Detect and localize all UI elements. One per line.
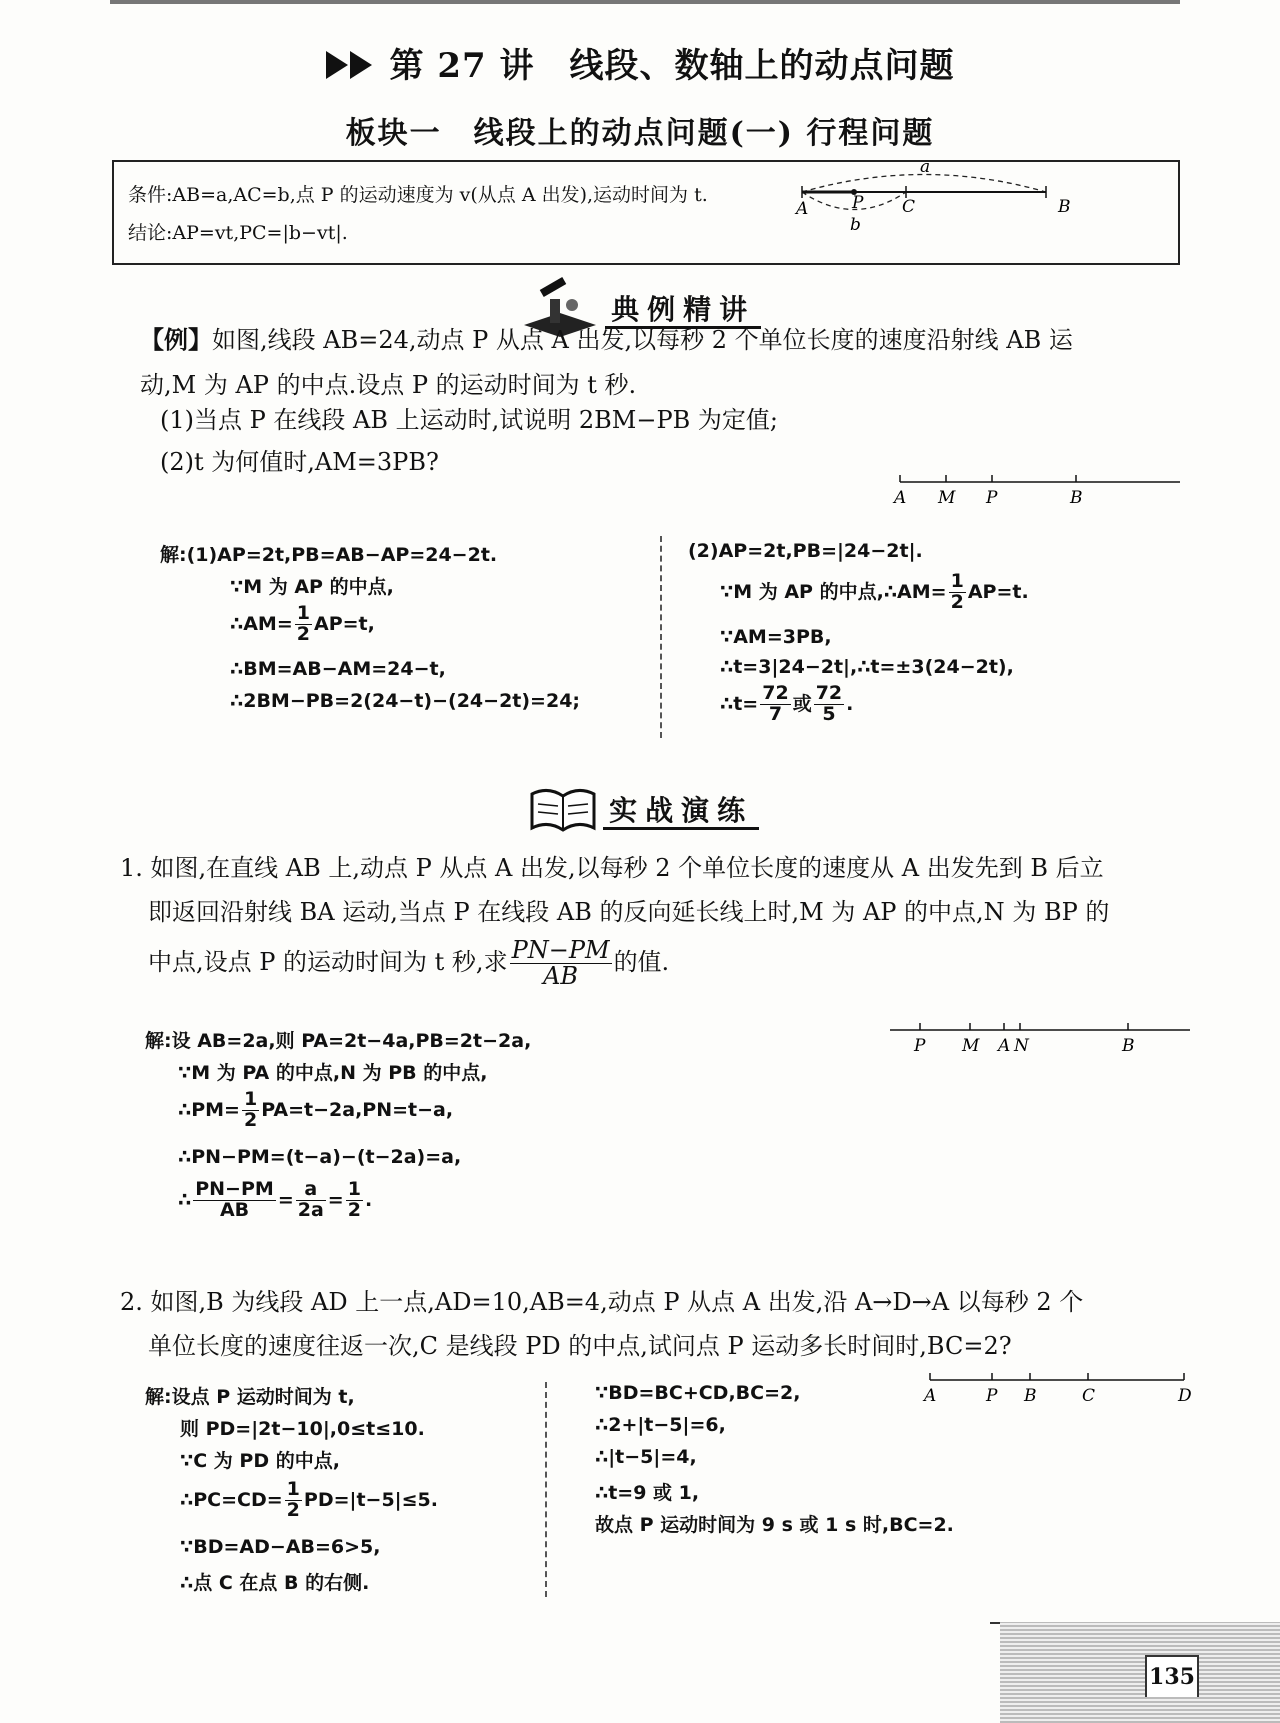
solution-1-line-2: ∵M 为 AP 的中点, bbox=[230, 576, 394, 598]
label-b: B bbox=[1058, 197, 1071, 217]
problem-1-solution-4: ∴PN−PM=(t−a)−(t−2a)=a, bbox=[178, 1146, 462, 1168]
problem-2-line-2: 单位长度的速度往返一次,C 是线段 PD 的中点,试问点 P 运动多长时间时,BC=2? bbox=[148, 1332, 1012, 1360]
label-m: M bbox=[938, 488, 956, 508]
label-p: P bbox=[914, 1036, 926, 1056]
example-line-1: 【例】如图,线段 AB=24,动点 P 从点 A 出发,以每秒 2 个单位长度的速度沿射线 AB 运 bbox=[140, 325, 1073, 354]
example-line-2: 动,M 为 AP 的中点.设点 P 的运动时间为 t 秒. bbox=[140, 371, 637, 399]
solution-2-line-4: ∴t=3|24−2t|,∴t=±3(24−2t), bbox=[720, 656, 1014, 678]
label-a: A bbox=[894, 488, 907, 508]
label-n: N bbox=[1014, 1036, 1029, 1056]
label-b-length: b bbox=[850, 215, 861, 235]
problem-1-solution-5: ∴ $\frac{PN-PM}{AB}$ = $\frac{a}{2a}$ = $\frac{1}{2}$ . bbox=[178, 1178, 373, 1221]
problem-1-solution-2: ∵M 为 PA 的中点,N 为 PB 的中点, bbox=[178, 1062, 488, 1084]
example-question-1: (1)当点 P 在线段 AB 上运动时,试说明 2BM−PB 为定值; bbox=[160, 406, 778, 434]
double-arrow-icon bbox=[326, 48, 376, 88]
section-subtitle: 板块一 线段上的动点问题(一) 行程问题 bbox=[345, 116, 935, 151]
label-a: A bbox=[796, 199, 809, 219]
practice-banner: 实战演练 bbox=[528, 782, 759, 836]
label-b: B bbox=[1122, 1036, 1135, 1056]
problem-1-line-2: 即返回沿射线 BA 运动,当点 P 在线段 AB 的反向延长线上时,M 为 AP 的中点,N 为 BP 的 bbox=[148, 898, 1110, 926]
problem-2-solution-5: ∵BD=AD−AB=6>5, bbox=[180, 1536, 381, 1558]
problem-2-solution-10: ∴t=9 或 1, bbox=[595, 1482, 700, 1504]
problem-1-solution-1: 解:设 AB=2a,则 PA=2t−4a,PB=2t−2a, bbox=[145, 1030, 532, 1052]
solution-2-line-3: ∵AM=3PB, bbox=[720, 626, 832, 648]
label-d: D bbox=[1178, 1386, 1192, 1406]
condition-diagram bbox=[774, 162, 1174, 262]
footer-band bbox=[1000, 1622, 1280, 1723]
problem-2-solution-8: ∴2+|t−5|=6, bbox=[595, 1414, 726, 1436]
column-divider bbox=[545, 1382, 547, 1597]
problem-1-diagram bbox=[880, 1020, 1200, 1060]
problem-2-solution-2: 则 PD=|2t−10|,0≤t≤10. bbox=[180, 1418, 425, 1440]
label-m: M bbox=[962, 1036, 980, 1056]
column-divider bbox=[660, 536, 662, 738]
solution-1-line-3: ∴AM= $\frac{1}{2}$ AP=t, bbox=[230, 602, 375, 645]
label-p: P bbox=[986, 488, 998, 508]
solution-1-line-1: 解:(1)AP=2t,PB=AB−AP=24−2t. bbox=[160, 544, 498, 566]
condition-text: 条件:AB=a,AC=b,点 P 的运动速度为 v(从点 A 出发),运动时间为 t. bbox=[128, 184, 708, 206]
problem-1-line-3: 中点,设点 P 的运动时间为 t 秒,求 $\frac{PN-PM}{AB}$ 的值. bbox=[148, 936, 670, 991]
label-p: P bbox=[986, 1386, 998, 1406]
label-c: C bbox=[902, 197, 916, 217]
label-b: B bbox=[1024, 1386, 1037, 1406]
label-a: A bbox=[924, 1386, 937, 1406]
label-a: A bbox=[998, 1036, 1011, 1056]
problem-2-solution-1: 解:设点 P 运动时间为 t, bbox=[145, 1386, 355, 1408]
solution-2-line-5: ∴t= $\frac{72}{7}$ 或 $\frac{72}{5}$ . bbox=[720, 682, 854, 725]
problem-1-line-1: 1. 如图,在直线 AB 上,动点 P 从点 A 出发,以每秒 2 个单位长度的速度从 A 出发先到 B 后立 bbox=[120, 854, 1104, 882]
problem-2-line-1: 2. 如图,B 为线段 AD 上一点,AD=10,AB=4,动点 P 从点 A 出发,沿 A→D→A 以每秒 2 个 bbox=[120, 1288, 1084, 1316]
label-b: B bbox=[1070, 488, 1083, 508]
example-diagram bbox=[890, 470, 1190, 510]
top-rule bbox=[110, 0, 1180, 4]
solution-2-line-1: (2)AP=2t,PB=|24−2t|. bbox=[688, 540, 923, 562]
label-c: C bbox=[1082, 1386, 1096, 1406]
label-p: P bbox=[852, 193, 864, 213]
problem-2-solution-6: ∴点 C 在点 B 的右侧. bbox=[180, 1572, 370, 1594]
example-banner: 典例精讲 bbox=[520, 275, 761, 341]
arc-a bbox=[802, 175, 1046, 193]
problem-2-diagram bbox=[920, 1370, 1200, 1410]
lecture-title: 第 27 讲 线段、数轴上的动点问题 bbox=[0, 38, 1280, 88]
problem-2-solution-3: ∵C 为 PD 的中点, bbox=[180, 1450, 340, 1472]
problem-2-solution-7: ∵BD=BC+CD,BC=2, bbox=[595, 1382, 801, 1404]
book-icon bbox=[528, 782, 598, 836]
label-a-length: a bbox=[920, 162, 931, 177]
solution-1-line-5: ∴2BM−PB=2(24−t)−(24−2t)=24; bbox=[230, 690, 581, 712]
example-question-2: (2)t 为何值时,AM=3PB? bbox=[160, 448, 439, 476]
problem-1-solution-3: ∴PM= $\frac{1}{2}$ PA=t−2a,PN=t−a, bbox=[178, 1088, 454, 1131]
problem-2-solution-11: 故点 P 运动时间为 9 s 或 1 s 时,BC=2. bbox=[595, 1514, 954, 1536]
solution-1-line-4: ∴BM=AB−AM=24−t, bbox=[230, 658, 446, 680]
conclusion-text: 结论:AP=vt,PC=|b−vt|. bbox=[128, 222, 348, 244]
solution-2-line-2: ∵M 为 AP 的中点,∴AM= $\frac{1}{2}$ AP=t. bbox=[720, 570, 1029, 613]
problem-2-solution-4: ∴PC=CD= $\frac{1}{2}$ PD=|t−5|≤5. bbox=[180, 1478, 438, 1521]
condition-box bbox=[112, 160, 1180, 265]
page-number: 135 bbox=[1145, 1655, 1199, 1697]
problem-2-solution-9: ∴|t−5|=4, bbox=[595, 1446, 697, 1468]
